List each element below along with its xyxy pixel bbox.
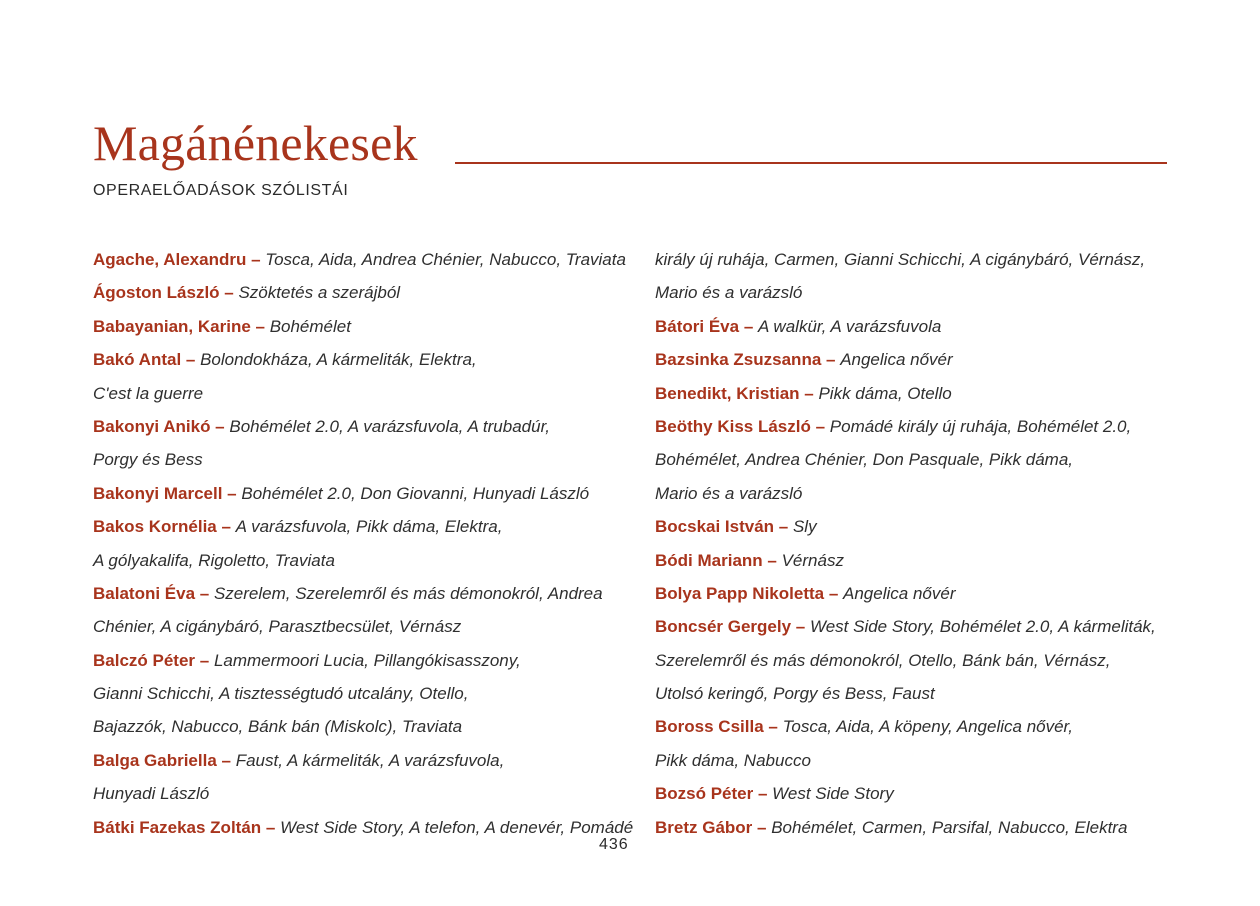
- entry-line: [655, 377, 1175, 410]
- entry-line: [655, 276, 1175, 309]
- works-list: A walkür, A varázsfuvola: [758, 316, 942, 336]
- dash-separator: –: [799, 383, 819, 403]
- singer-name: Bakonyi Marcell: [93, 483, 223, 503]
- dash-separator: –: [216, 750, 236, 770]
- entry-line: [655, 677, 1175, 710]
- works-list: West Side Story: [772, 784, 894, 804]
- entry-line: [655, 610, 1175, 643]
- singer-name: Beöthy Kiss László: [655, 416, 811, 436]
- singer-name: Boncsér Gergely: [655, 617, 792, 637]
- works-list: Szöktetés a szerájból: [238, 283, 401, 303]
- works-list: West Side Story, A telefon, A denevér, Pomádé: [280, 817, 634, 837]
- dash-separator: –: [210, 416, 230, 436]
- dash-separator: –: [181, 350, 201, 370]
- dash-separator: –: [195, 650, 214, 670]
- singer-name: Boross Csilla: [655, 717, 764, 737]
- singer-name: Bazsinka Zsuzsanna: [655, 350, 822, 370]
- entry-line: [93, 677, 633, 710]
- dash-separator: –: [753, 784, 773, 804]
- title-rule: [455, 162, 1167, 164]
- page-title: Magánénekesek: [93, 115, 418, 171]
- dash-separator: –: [824, 583, 844, 603]
- dash-separator: –: [261, 817, 281, 837]
- singer-name: Babayanian, Karine: [93, 316, 251, 336]
- works-list: Mario és a varázsló: [655, 483, 803, 503]
- singer-name: Bolya Papp Nikoletta: [655, 583, 825, 603]
- works-list: Bohémélet 2.0, A varázsfuvola, A trubadúr,: [229, 416, 551, 436]
- works-list: A varázsfuvola, Pikk dáma, Elektra,: [235, 517, 503, 537]
- entry-line: [93, 377, 633, 410]
- entry-line: [655, 811, 1175, 844]
- entry-line: [655, 777, 1175, 810]
- dash-separator: –: [762, 550, 782, 570]
- works-list: Bohémélet: [269, 316, 351, 336]
- works-list: Hunyadi László: [93, 784, 210, 804]
- works-list: Bohémélet, Carmen, Parsifal, Nabucco, Elektra: [771, 817, 1128, 837]
- works-list: Bohémélet, Andrea Chénier, Don Pasquale, Pikk dáma,: [655, 450, 1074, 470]
- singer-name: Ágoston László: [93, 283, 220, 303]
- works-list: Tosca, Aida, A köpeny, Angelica nővér,: [782, 717, 1073, 737]
- singer-name: Bocskai István: [655, 517, 775, 537]
- entry-line: [655, 710, 1175, 743]
- works-list: Porgy és Bess: [93, 450, 203, 470]
- dash-separator: –: [763, 717, 783, 737]
- works-list: Vérnász: [781, 550, 844, 570]
- dash-separator: –: [791, 617, 810, 637]
- entry-line: [93, 544, 633, 577]
- works-list: Angelica nővér: [843, 583, 956, 603]
- works-list: Tosca, Aida, Andrea Chénier, Nabucco, Traviata: [265, 250, 626, 269]
- dash-separator: –: [219, 283, 239, 303]
- entry-line: [93, 310, 633, 343]
- singer-name: Bakonyi Anikó: [93, 416, 211, 436]
- works-list: Sly: [792, 517, 817, 537]
- left-column: [93, 243, 633, 844]
- singer-name: Balatoni Éva: [93, 583, 196, 603]
- works-list: Pikk dáma, Otello: [818, 383, 952, 403]
- works-list: Szerelemről és más démonokról, Otello, Bánk bán, Vérnász,: [655, 650, 1111, 670]
- works-list: Angelica nővér: [840, 350, 953, 370]
- works-list: C'est la guerre: [93, 383, 204, 403]
- dash-separator: –: [739, 316, 758, 336]
- entry-line: [655, 544, 1175, 577]
- entry-line: [93, 610, 633, 643]
- entry-line: [93, 477, 633, 510]
- works-list: Pomádé király új ruhája, Bohémélet 2.0,: [829, 416, 1132, 436]
- entry-line: [655, 410, 1175, 443]
- entry-line: [93, 777, 633, 810]
- works-list: Lammermoori Lucia, Pillangókisasszony,: [213, 650, 521, 670]
- entry-line: [93, 443, 633, 476]
- dash-separator: –: [222, 483, 242, 503]
- works-list: West Side Story, Bohémélet 2.0, A kármeliták,: [809, 617, 1156, 637]
- works-list: Bohémélet 2.0, Don Giovanni, Hunyadi László: [241, 483, 590, 503]
- entry-line: [655, 310, 1175, 343]
- entry-line: [655, 577, 1175, 610]
- singer-name: Bódi Mariann: [655, 550, 763, 570]
- works-list: Bajazzók, Nabucco, Bánk bán (Miskolc), Traviata: [93, 717, 463, 737]
- dash-separator: –: [774, 517, 793, 537]
- entry-line: [93, 577, 633, 610]
- works-list: Bolondokháza, A kármeliták, Elektra,: [200, 350, 477, 370]
- entry-line: [93, 510, 633, 543]
- entry-line: [93, 811, 633, 844]
- entry-line: [655, 443, 1175, 476]
- entry-line: [655, 477, 1175, 510]
- entry-line: [93, 744, 633, 777]
- singer-name: Bakos Kornélia: [93, 517, 217, 537]
- entry-line: [655, 744, 1175, 777]
- works-list: Szerelem, Szerelemről és más démonokról, Andrea: [213, 583, 603, 603]
- singer-name: Bozsó Péter: [655, 784, 754, 804]
- entry-line: [93, 243, 633, 276]
- works-list: A gólyakalifa, Rigoletto, Traviata: [93, 550, 335, 570]
- singer-name: Bretz Gábor: [655, 817, 753, 837]
- works-list: Chénier, A cigánybáró, Parasztbecsület, Vérnász: [93, 617, 462, 637]
- singer-name: Benedikt, Kristian: [655, 383, 800, 403]
- dash-separator: –: [195, 583, 214, 603]
- singer-name: Bátori Éva: [655, 316, 740, 336]
- entry-line: [93, 410, 633, 443]
- entry-line: [655, 510, 1175, 543]
- dash-separator: –: [250, 316, 270, 336]
- entry-line: [93, 644, 633, 677]
- entry-line: [655, 343, 1175, 376]
- right-column: [655, 243, 1175, 844]
- works-list: Faust, A kármeliták, A varázsfuvola,: [235, 750, 505, 770]
- entry-line: [655, 644, 1175, 677]
- singer-name: Bátki Fazekas Zoltán: [93, 817, 262, 837]
- entry-line: [93, 276, 633, 309]
- works-list: Gianni Schicchi, A tisztességtudó utcalány, Otello,: [93, 684, 469, 704]
- works-list: Pikk dáma, Nabucco: [655, 750, 811, 770]
- works-list: Mario és a varázsló: [655, 283, 803, 303]
- dash-separator: –: [246, 250, 266, 269]
- entry-line: [93, 710, 633, 743]
- singer-name: Balczó Péter: [93, 650, 196, 670]
- dash-separator: –: [810, 416, 830, 436]
- entry-line: [93, 343, 633, 376]
- page-subtitle: OPERAELŐADÁSOK SZÓLISTÁI: [93, 182, 349, 199]
- works-list: Utolsó keringő, Porgy és Bess, Faust: [655, 684, 935, 704]
- singer-name: Balga Gabriella: [93, 750, 217, 770]
- page-number: 436: [599, 836, 629, 853]
- entry-line: [655, 243, 1175, 276]
- singer-name: Agache, Alexandru: [93, 250, 247, 269]
- works-list: király új ruhája, Carmen, Gianni Schicchi, A cigánybáró, Vérnász,: [655, 250, 1146, 269]
- singer-name: Bakó Antal: [93, 350, 182, 370]
- dash-separator: –: [752, 817, 772, 837]
- dash-separator: –: [821, 350, 841, 370]
- dash-separator: –: [216, 517, 236, 537]
